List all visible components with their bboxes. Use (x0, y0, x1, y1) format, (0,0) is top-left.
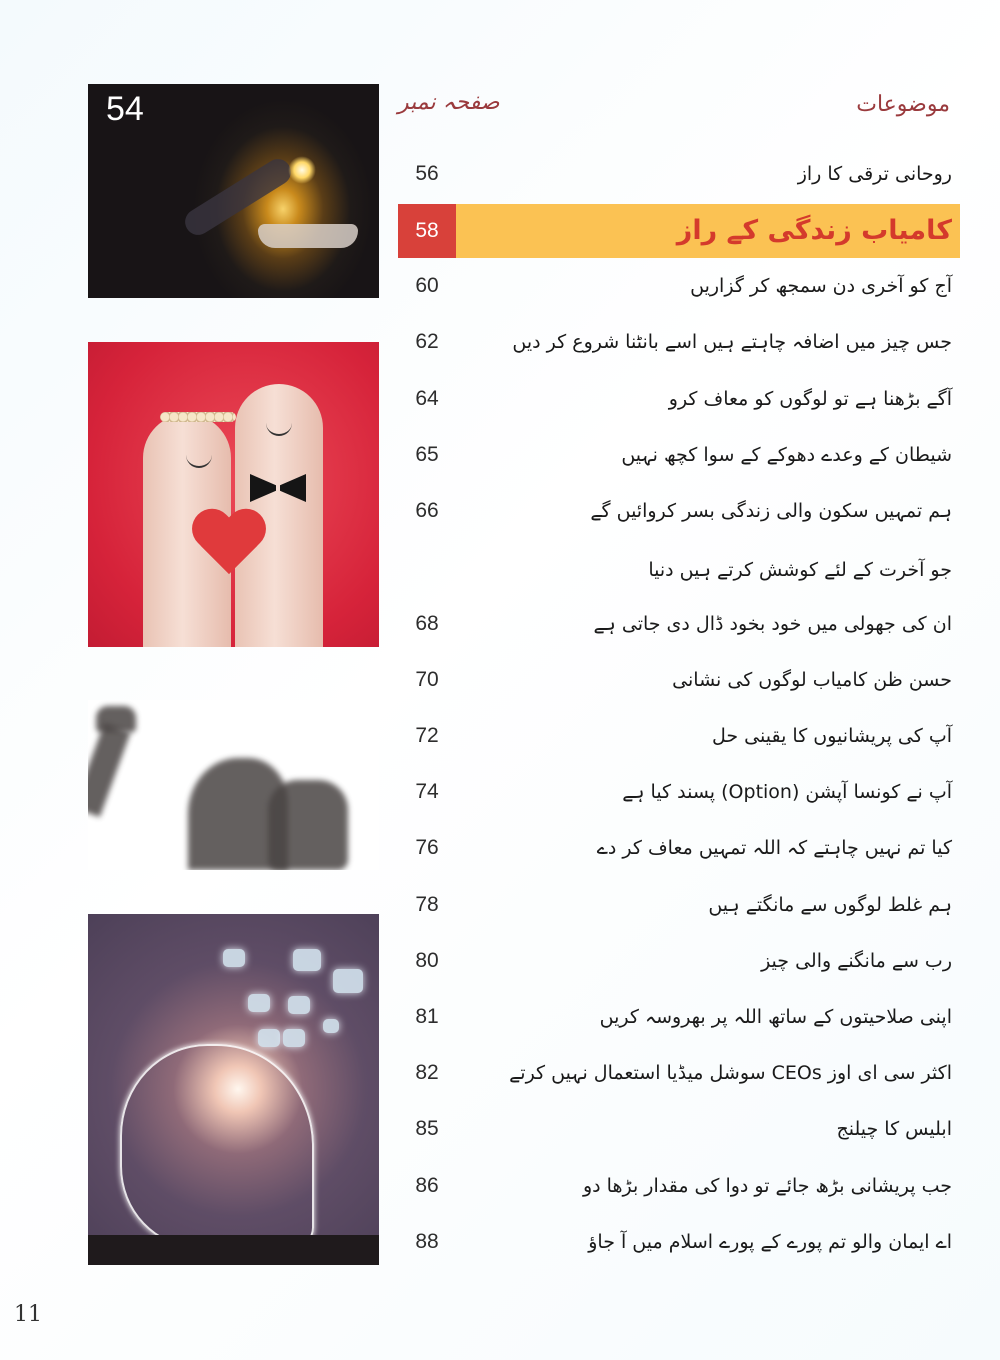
toc-title: حسن ظن کامیاب لوگوں کی نشانی (672, 669, 952, 691)
toc-entry-continued[interactable] (398, 550, 960, 590)
toc-title: روحانی ترقی کا راز (797, 163, 952, 185)
toc-entry[interactable] (398, 1166, 960, 1206)
toc-page-number: 74 (415, 780, 439, 803)
toc-entry[interactable] (398, 1053, 960, 1093)
toc-title: اکثر سی ای اوز CEOs سوشل میڈیا استعمال نہیں کرتے (509, 1062, 952, 1084)
toc-page-number: 70 (415, 668, 439, 691)
toc-title: آپ کی پریشانیوں کا یقینی حل (711, 725, 952, 747)
toc-title: آپ نے کونسا آپشن (Option) پسند کیا ہے (622, 781, 952, 803)
toc-title: رب سے مانگنے والی چیز (761, 950, 952, 972)
toc-title: اپنی صلاحیتوں کے ساتھ اللہ پر بھروسہ کریں (599, 1006, 952, 1028)
toc-page-number: 85 (415, 1117, 439, 1140)
toc-entry[interactable] (398, 828, 960, 868)
toc-entry[interactable] (398, 266, 960, 306)
toc-entry-highlighted[interactable] (398, 204, 960, 258)
toc-entry[interactable] (398, 604, 960, 644)
puzzle-piece-icon (223, 949, 245, 967)
puzzle-piece-icon (283, 1029, 305, 1047)
toc-entry[interactable] (398, 154, 960, 194)
toc-title: ان کی جھولی میں خود بخود ڈال دی جاتی ہے (593, 613, 952, 635)
pearl-crown-icon (160, 412, 236, 422)
toc-entry[interactable] (398, 885, 960, 925)
toc-title: جس چیز میں اضافہ چاہتے ہیں اسے بانٹنا شروع کر دیں (512, 331, 952, 353)
toc-title: جب پریشانی بڑھ جائے تو دوا کی مقدار بڑھا دو (582, 1175, 952, 1197)
toc-page-number: 82 (415, 1061, 439, 1084)
open-hand-shape (258, 224, 358, 248)
toc-entry[interactable] (398, 435, 960, 475)
heart-icon (189, 510, 269, 590)
toc-page-number: 68 (415, 612, 439, 635)
toc-page-number: 60 (415, 274, 439, 297)
toc-page-number: 76 (415, 836, 439, 859)
toc-page-number: 56 (415, 162, 439, 185)
toc-title: جو آخرت کے لئے کوشش کرتے ہیں دنیا (648, 559, 952, 581)
glowing-head-puzzle-image (88, 914, 379, 1265)
toc-title: کیا تم نہیں چاہتے کہ اللہ تمہیں معاف کر دے (596, 837, 952, 859)
toc-title: آگے بڑھنا ہے تو لوگوں کو معاف کرو (668, 388, 952, 410)
puzzle-piece-icon (258, 1029, 280, 1047)
bow-tie-icon (250, 474, 306, 502)
toc-page-number: 88 (415, 1230, 439, 1253)
toc-entry[interactable] (398, 660, 960, 700)
horizon-ground (88, 1235, 379, 1265)
topics-heading: موضوعات (856, 92, 950, 117)
toc-entry[interactable] (398, 1222, 960, 1262)
toc-entry[interactable] (398, 322, 960, 362)
key-in-hand-image (88, 84, 379, 298)
page-footer-number: 11 (14, 1302, 42, 1327)
toc-page-number: 78 (415, 893, 439, 916)
image-page-label: 54 (106, 90, 144, 128)
puzzle-piece-icon (333, 969, 363, 993)
puzzle-piece-icon (293, 949, 321, 971)
toc-title: کامیاب زندگی کے راز (676, 215, 952, 246)
toc-page-number: 66 (415, 499, 439, 522)
page-number-heading: صفحہ نمبر (398, 90, 500, 115)
puzzle-piece-icon (288, 996, 310, 1014)
finger-couple-image (88, 342, 379, 647)
puzzle-piece-icon (323, 1019, 339, 1033)
toc-title: اے ایمان والو تم پورے کے پورے اسلام میں آ جاؤ (588, 1231, 952, 1253)
toc-title: ہم غلط لوگوں سے مانگتے ہیں (708, 894, 952, 916)
toc-page-number: 72 (415, 724, 439, 747)
toc-entry[interactable] (398, 1109, 960, 1149)
glowing-key-icon (288, 156, 316, 184)
toc-title: آج کو آخری دن سمجھ کر گزاریں (690, 275, 952, 297)
toc-page-number: 86 (415, 1174, 439, 1197)
toc-entry[interactable] (398, 997, 960, 1037)
toc-entry[interactable] (398, 772, 960, 812)
toc-title: شیطان کے وعدے دھوکے کے سوا کچھ نہیں (621, 444, 952, 466)
table-of-contents (398, 84, 960, 1253)
puzzle-piece-icon (248, 994, 270, 1012)
toc-entry[interactable] (398, 491, 960, 531)
toc-title: ہم تمہیں سکون والی زندگی بسر کروائیں گے (590, 500, 952, 522)
toc-entry[interactable] (398, 379, 960, 419)
shadow-silhouette-image (88, 700, 379, 870)
toc-header (398, 84, 960, 134)
head-outline-shape (120, 1044, 314, 1248)
hand-silhouette-shape (268, 780, 348, 870)
arm-shape (88, 723, 131, 817)
toc-page-number: 58 (398, 204, 456, 258)
toc-page-number: 62 (415, 330, 439, 353)
toc-title: ابلیس کا چیلنج (836, 1118, 952, 1140)
toc-page-number: 81 (415, 1005, 439, 1028)
toc-page-number: 80 (415, 949, 439, 972)
toc-entry[interactable] (398, 716, 960, 756)
toc-page-number: 65 (415, 443, 439, 466)
toc-entry[interactable] (398, 941, 960, 981)
toc-page-number: 64 (415, 387, 439, 410)
